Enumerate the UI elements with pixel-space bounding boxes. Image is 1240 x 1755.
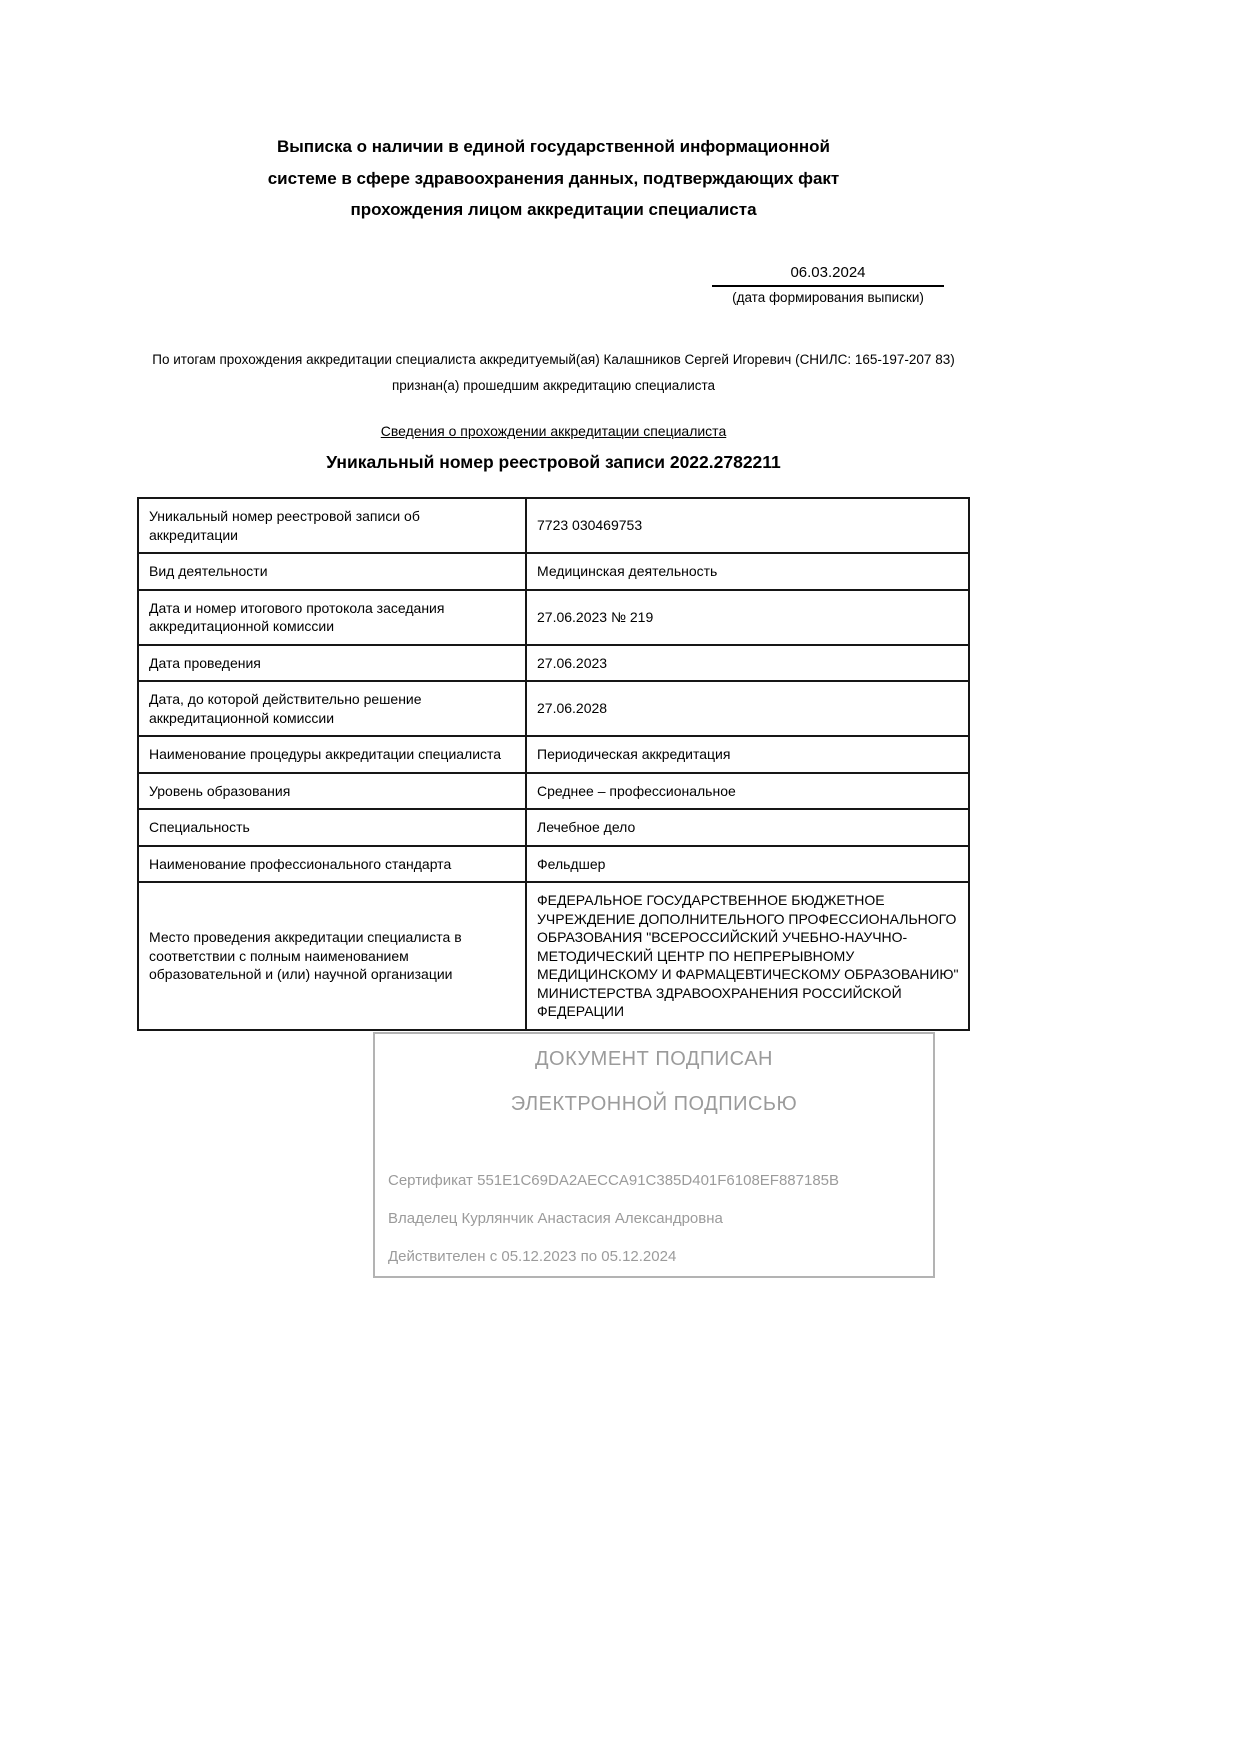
signature-owner: Владелец Курлянчик Анастасия Александровна [388, 1210, 723, 1227]
section-heading: Сведения о прохождении аккредитации специалиста [380, 423, 727, 439]
table-value-cell: ФЕДЕРАЛЬНОЕ ГОСУДАРСТВЕННОЕ БЮДЖЕТНОЕ УЧРЕЖДЕНИЕ ДОПОЛНИТЕЛЬНОГО ПРОФЕССИОНАЛЬНОГО ОБРАЗОВАНИЯ "ВСЕРОССИЙСКИЙ УЧЕБНО-НАУЧНО-МЕТОДИЧЕСКИЙ ЦЕНТР ПО НЕПРЕРЫВНОМУ МЕДИЦИНСКОМУ И ФАРМАЦЕВТИЧЕСКОМУ ОБРАЗОВАНИЮ" МИНИСТЕРСТВА ЗДРАВООХРАНЕНИЯ РОССИЙСКОЙ ФЕДЕРАЦИИ [526, 882, 969, 1030]
table-value-cell: Среднее – профессиональное [526, 773, 969, 810]
table-row [138, 681, 969, 736]
signature-title-line2: ЭЛЕКТРОННОЙ ПОДПИСЬЮ [510, 1093, 798, 1115]
document-title-line: прохождения лицом аккредитации специалиста [350, 200, 757, 219]
table-value-cell: Периодическая аккредитация [526, 736, 969, 773]
document-title-line: системе в сфере здравоохранения данных, подтверждающих факт [267, 168, 840, 188]
table-value-cell: 27.06.2023 № 219 [526, 590, 969, 645]
table-value-cell: 27.06.2028 [526, 681, 969, 736]
registry-record-heading: Уникальный номер реестровой записи 2022.2782211 [326, 452, 781, 472]
document-title-line: Выписка о наличии в единой государственной информационной [277, 137, 830, 156]
extract-date-caption: (дата формирования выписки) [732, 290, 924, 305]
table-row [138, 846, 969, 883]
table-label-cell: Уникальный номер реестровой записи об аккредитации [138, 498, 526, 553]
table-row [138, 809, 969, 846]
table-label-cell: Дата и номер итогового протокола заседания аккредитационной комиссии [138, 590, 526, 645]
table-label-cell: Специальность [138, 809, 526, 846]
table-row [138, 882, 969, 1030]
extract-date: 06.03.2024 [712, 264, 944, 287]
table-row [138, 773, 969, 810]
table-row [138, 736, 969, 773]
table-row [138, 553, 969, 590]
table-label-cell: Уровень образования [138, 773, 526, 810]
table-value-cell: 7723 030469753 [526, 498, 969, 553]
signature-stamp [373, 1032, 935, 1278]
table-value-cell: Лечебное дело [526, 809, 969, 846]
table-value-cell: Медицинская деятельность [526, 553, 969, 590]
table-row [138, 590, 969, 645]
table-row [138, 498, 969, 553]
table-label-cell: Наименование процедуры аккредитации специалиста [138, 736, 526, 773]
table-label-cell: Место проведения аккредитации специалиста в соответствии с полным наименованием образовательной и (или) научной организации [138, 882, 526, 1030]
signature-certificate: Сертификат 551E1C69DA2AECCA91C385D401F6108EF887185B [388, 1172, 840, 1189]
accreditation-table [137, 497, 970, 1031]
signature-details [388, 1172, 933, 1265]
table-value-cell: Фельдшер [526, 846, 969, 883]
table-label-cell: Дата, до которой действительно решение аккредитационной комиссии [138, 681, 526, 736]
accreditation-summary-paragraph: По итогам прохождения аккредитации специалиста аккредитуемый(ая) Калашников Сергей Игоревич (СНИЛС: 165-197-207 83) признан(а) прошедшим аккредитацию специалиста [152, 352, 955, 393]
table-row [138, 645, 969, 682]
document-title [137, 131, 970, 226]
table-label-cell: Наименование профессионального стандарта [138, 846, 526, 883]
table-value-cell: 27.06.2023 [526, 645, 969, 682]
table-label-cell: Дата проведения [138, 645, 526, 682]
signature-validity: Действителен с 05.12.2023 по 05.12.2024 [388, 1248, 677, 1265]
signature-title-line1: ДОКУМЕНТ ПОДПИСАН [535, 1048, 773, 1070]
extract-date-block [712, 264, 944, 305]
table-label-cell: Вид деятельности [138, 553, 526, 590]
